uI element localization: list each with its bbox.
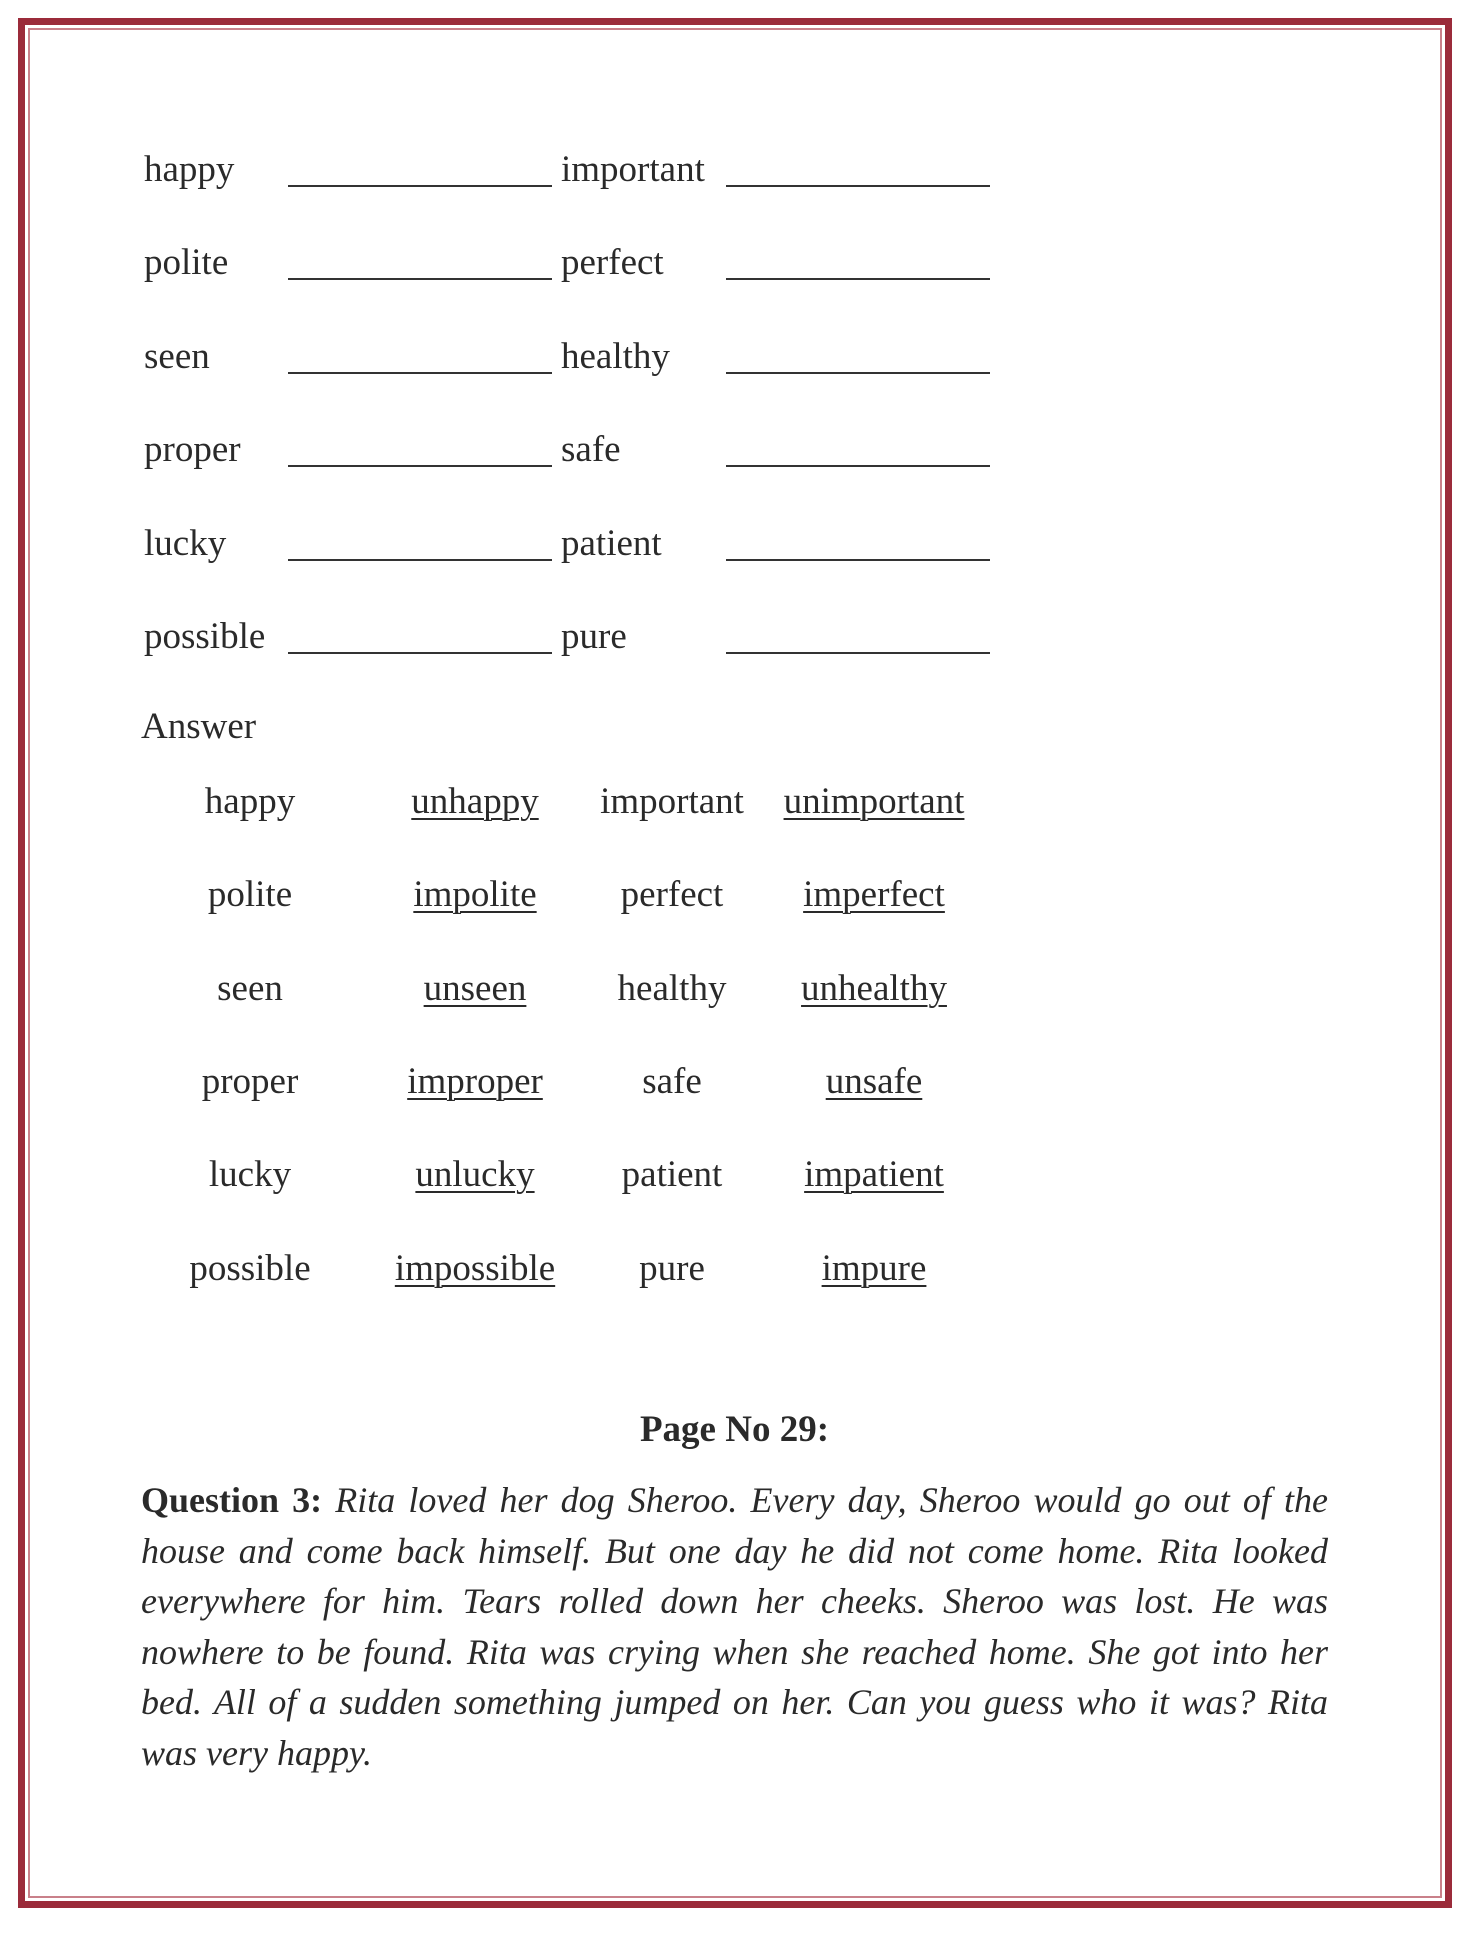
exercise-row <box>0 145 1469 195</box>
answer-word: patient <box>621 1154 723 1195</box>
word-right: pure <box>561 616 627 657</box>
word-right: healthy <box>561 336 670 377</box>
answer-row <box>0 870 1469 920</box>
answer-word: healthy <box>617 968 727 1009</box>
answer-word: important <box>600 781 744 822</box>
exercise-row <box>0 238 1469 288</box>
answer-word: seen <box>217 968 283 1009</box>
blank-line-right <box>726 278 990 280</box>
word-left: possible <box>144 616 266 657</box>
blank-line-left <box>288 465 552 467</box>
blank-line-right <box>726 372 990 374</box>
answer-antonym: impossible <box>394 1248 556 1289</box>
answer-row <box>0 1057 1469 1107</box>
answer-antonym: unhealthy <box>801 968 947 1009</box>
answer-row <box>0 964 1469 1014</box>
blank-line-left <box>288 278 552 280</box>
answer-antonym: imperfect <box>803 874 945 915</box>
word-right: patient <box>561 523 662 564</box>
answer-word: pure <box>639 1248 705 1289</box>
word-left: polite <box>144 242 229 283</box>
answer-word: polite <box>207 874 293 915</box>
answer-word: perfect <box>620 874 724 915</box>
blank-line-left <box>288 185 552 187</box>
blank-line-left <box>288 559 552 561</box>
answer-word: happy <box>204 781 296 822</box>
answer-row <box>0 777 1469 827</box>
answer-word: safe <box>642 1061 702 1102</box>
answer-row <box>0 1150 1469 1200</box>
exercise-row <box>0 425 1469 475</box>
answer-antonym: unseen <box>423 968 527 1009</box>
answer-word: possible <box>189 1248 311 1289</box>
blank-line-right <box>726 652 990 654</box>
page-heading: Page No 29: <box>639 1409 830 1450</box>
word-left: happy <box>144 149 235 190</box>
answer-row <box>0 1244 1469 1294</box>
word-left: proper <box>144 429 241 470</box>
word-right: important <box>561 149 705 190</box>
word-right: perfect <box>561 242 664 283</box>
answer-antonym: impure <box>821 1248 927 1289</box>
blank-line-right <box>726 465 990 467</box>
answer-antonym: impatient <box>804 1154 944 1195</box>
question-label: Question 3: <box>141 1480 323 1520</box>
exercise-row <box>0 612 1469 662</box>
blank-line-left <box>288 372 552 374</box>
answer-antonym: unimportant <box>783 781 965 822</box>
answer-antonym: improper <box>407 1061 543 1102</box>
answer-antonym: impolite <box>413 874 537 915</box>
word-left: seen <box>144 336 210 377</box>
answer-antonym: unsafe <box>825 1061 923 1102</box>
blank-line-right <box>726 185 990 187</box>
blank-line-left <box>288 652 552 654</box>
answer-label: Answer <box>141 706 257 747</box>
answer-word: proper <box>201 1061 299 1102</box>
question-paragraph <box>141 1475 1328 1778</box>
answer-antonym: unlucky <box>415 1154 535 1195</box>
blank-line-right <box>726 559 990 561</box>
exercise-row <box>0 332 1469 382</box>
exercise-row <box>0 519 1469 569</box>
word-left: lucky <box>144 523 227 564</box>
question-text: Rita loved her dog Sheroo. Every day, Sheroo would go out of the house and come back himself. But one day he did not come home. Rita looked everywhere for him. Tears rolled down her cheeks. Sheroo was lost. He was nowhere to be found. Rita was crying when she reached home. She got into her bed. All of a sudden something jumped on her. Can you guess who it was? Rita was very happy. <box>141 1480 1329 1773</box>
word-right: safe <box>561 429 621 470</box>
answer-word: lucky <box>208 1154 292 1195</box>
answer-antonym: unhappy <box>411 781 539 822</box>
